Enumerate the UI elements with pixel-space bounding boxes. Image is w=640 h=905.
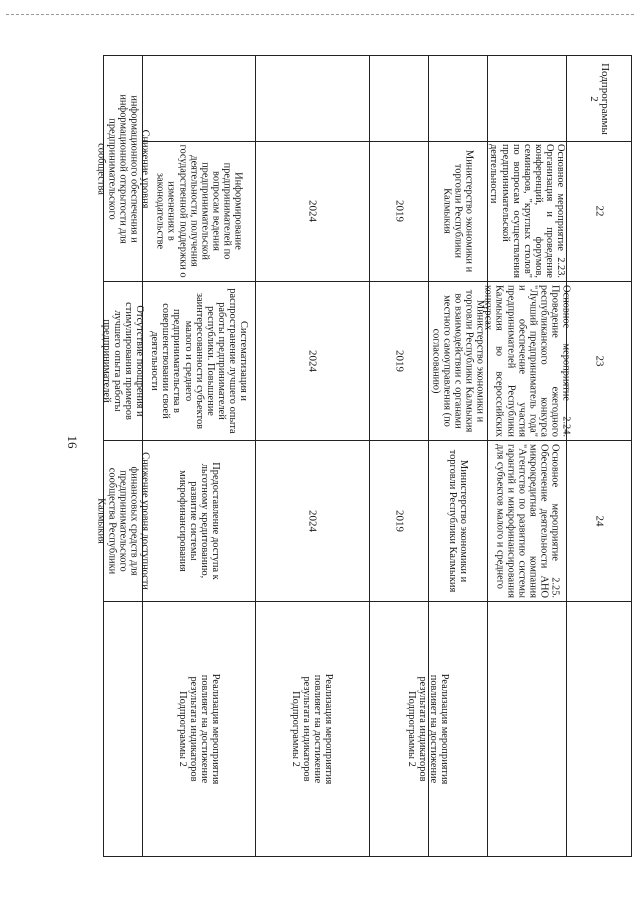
page-number: 16 xyxy=(65,435,80,449)
row-24-event-cell xyxy=(487,440,566,601)
row-24-result-cell xyxy=(142,440,255,601)
row-22-executor-cell xyxy=(428,141,487,281)
row-event: Основное мероприятие 2.24. Проведение ежегодного республиканского конкурса "Лучший предприниматель года" и обеспечение участия предпринимателей Республики Калмыкия во всероссийских конкурсах xyxy=(482,284,571,437)
row-consequence: Снижение уровня информационного обеспечения и информационной открытости для предпринимательского сообщества xyxy=(95,93,151,244)
row-executor: Министерство экономики и торговли Республики Калмыкия xyxy=(446,449,469,592)
row-22-end-cell xyxy=(255,141,369,281)
row-23-start-cell xyxy=(369,281,428,440)
row-result: Предоставление доступа к льготному кредитованию, развитие системы микрофинансирования xyxy=(176,461,221,580)
row-relation: Реализация мероприятия повлияет на достижение результата индикаторов Подпрограммы 2 xyxy=(176,673,221,785)
relation-column-spacer xyxy=(104,601,142,857)
header-fragment-cell xyxy=(566,56,632,141)
row-22-consequence-cell xyxy=(95,56,151,281)
row-number: 22 xyxy=(593,205,606,217)
row-executor: Министерство экономики и торговли Республики Калмыкия во взаимодействии с органами местного самоуправления (по согласованию) xyxy=(429,289,486,432)
measures-table xyxy=(95,55,632,857)
row-event: Основное мероприятие 2.23. Организация и проведение конференций, форумов, семинаров, "круглых столов" по вопросам осуществления предпринимательской деятельности xyxy=(487,144,566,278)
row-23-consequence-cell xyxy=(100,281,146,440)
row-22-relation-cell xyxy=(142,601,255,857)
row-24-end-cell xyxy=(255,440,369,601)
relation-column-empty xyxy=(487,601,632,857)
row-24-consequence-cell xyxy=(95,440,151,601)
row-23-result-cell xyxy=(142,281,255,440)
row-24-number-cell xyxy=(566,440,632,601)
row-start-year: 2019 xyxy=(393,200,406,222)
row-result: Систематизация и распространение лучшего опыта работы предпринимателей республики. Повышение заинтересованности субъектов малого и среднего предпринимательства в совершенствовании своей деятельности xyxy=(148,287,249,434)
row-number: 24 xyxy=(593,515,606,526)
row-end-year: 2024 xyxy=(306,509,319,532)
row-22-event-cell xyxy=(487,141,566,281)
row-start-year: 2019 xyxy=(393,509,406,532)
row-event: Основное мероприятие 2.25. Обеспечение деятельности АНО микрокредитная компания "Агентство по развитию системы гарантий и микрофинансирования для субъектов малого и среднего xyxy=(493,443,560,598)
row-22-start-cell xyxy=(369,141,428,281)
row-23-end-cell xyxy=(255,281,369,440)
row-24-start-cell xyxy=(369,440,428,601)
row-23-relation-cell xyxy=(255,601,369,857)
row-relation: Реализация мероприятия повлияет на достижение результата индикаторов Подпрограммы 2 xyxy=(405,673,451,785)
row-number: 23 xyxy=(593,355,606,366)
row-consequence: Отсутствие поощрения и стимулирования примеров лучшего опыта работы предпринимателей xyxy=(100,301,146,420)
row-23-number-cell xyxy=(566,281,632,440)
row-result: Информирование предпринимателей по вопросам ведения предпринимательской деятельности, получения государственной поддержки о изменениях в законодательстве xyxy=(154,144,243,278)
row-end-year: 2024 xyxy=(306,200,319,222)
row-22-result-cell xyxy=(142,141,255,281)
row-end-year: 2024 xyxy=(306,349,319,372)
row-23-executor-cell xyxy=(428,281,487,440)
row-relation: Реализация мероприятия повлияет на достижение результата индикаторов Подпрограммы 2 xyxy=(289,673,335,785)
row-24-relation-cell xyxy=(369,601,487,857)
scan-top-rule xyxy=(6,14,634,15)
row-24-executor-cell xyxy=(428,440,487,601)
row-consequence: Снижение уровня доступности финансовых средств для предпринимательского сообщества Республики Калмыкия xyxy=(95,451,151,590)
row-start-year: 2019 xyxy=(393,349,406,372)
row-23-event-cell xyxy=(482,281,571,440)
header-fragment: Подпрограммы 2 xyxy=(588,62,612,135)
row-22-number-cell xyxy=(566,141,632,281)
row-executor: Министерство экономики и торговли Республики Калмыкия xyxy=(440,149,475,273)
